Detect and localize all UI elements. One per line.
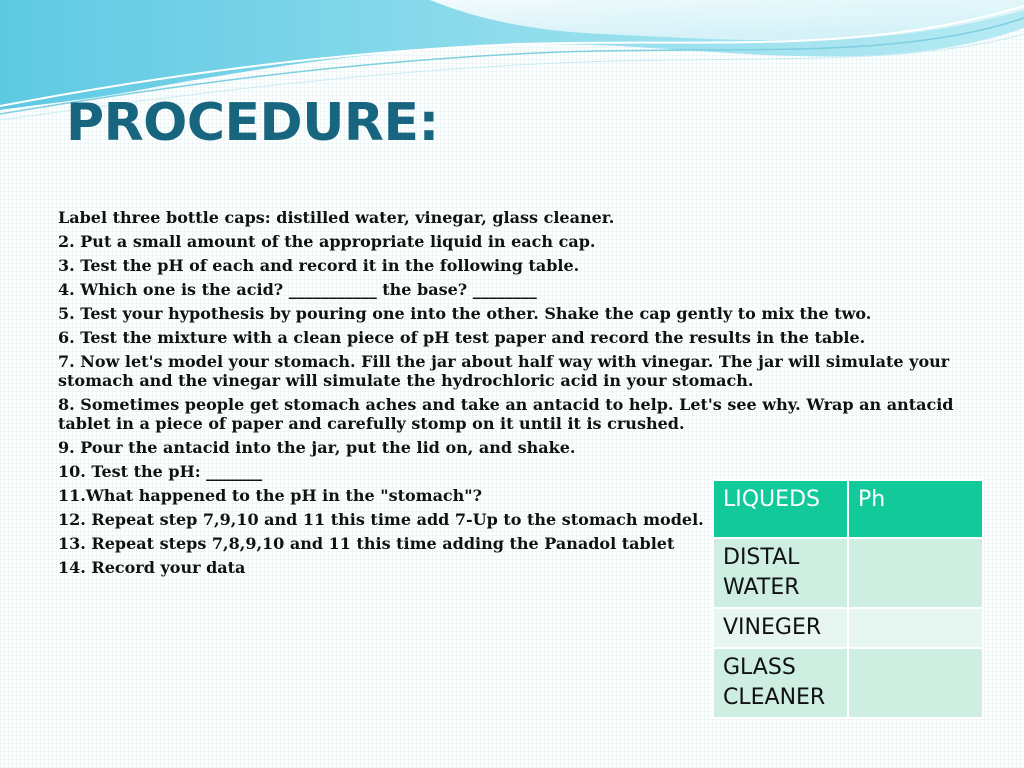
procedure-step: Label three bottle caps: distilled water, vinegar, glass cleaner. — [58, 208, 615, 227]
table-cell-ph — [848, 648, 983, 718]
procedure-step: 4. Which one is the acid? ___________ the base? ________ — [58, 280, 537, 299]
table-header-liquids: LIQUEDS — [713, 480, 848, 538]
procedure-step: 5. Test your hypothesis by pouring one into the other. Shake the cap gently to mix the two. — [58, 304, 872, 323]
procedure-step: 12. Repeat step 7,9,10 and 11 this time add 7-Up to the stomach model. — [58, 510, 704, 529]
ph-results-table — [712, 479, 984, 719]
procedure-step: 3. Test the pH of each and record it in the following table. — [58, 256, 580, 275]
table-cell-ph — [848, 608, 983, 648]
table-header-ph: Ph — [848, 480, 983, 538]
procedure-step: 10. Test the pH: _______ — [58, 462, 263, 481]
procedure-step: 8. Sometimes people get stomach aches and take an antacid to help. Let's see why. Wrap an antacid tablet in a piece of paper and carefully stomp on it until it is crushed. — [58, 395, 954, 433]
table-cell-liquid: GLASS CLEANER — [713, 648, 848, 718]
procedure-step: 6. Test the mixture with a clean piece of pH test paper and record the results in the table. — [58, 328, 866, 347]
procedure-step: 7. Now let's model your stomach. Fill the jar about half way with vinegar. The jar will simulate your stomach and the vinegar will simulate the hydrochloric acid in your stomach. — [58, 352, 950, 390]
procedure-step: 14. Record your data — [58, 558, 246, 577]
procedure-step: 13. Repeat steps 7,8,9,10 and 11 this time adding the Panadol tablet — [58, 534, 675, 553]
table-cell-ph — [848, 538, 983, 608]
table-header-row — [713, 480, 983, 538]
table-row — [713, 538, 983, 608]
table-row — [713, 608, 983, 648]
slide-title: PROCEDURE: — [66, 93, 439, 153]
table-cell-liquid: DISTAL WATER — [713, 538, 848, 608]
table-cell-liquid: VINEGER — [713, 608, 848, 648]
procedure-step: 2. Put a small amount of the appropriate liquid in each cap. — [58, 232, 596, 251]
table-row — [713, 648, 983, 718]
procedure-step: 11.What happened to the pH in the "stomach"? — [58, 486, 483, 505]
procedure-step: 9. Pour the antacid into the jar, put the lid on, and shake. — [58, 438, 576, 457]
